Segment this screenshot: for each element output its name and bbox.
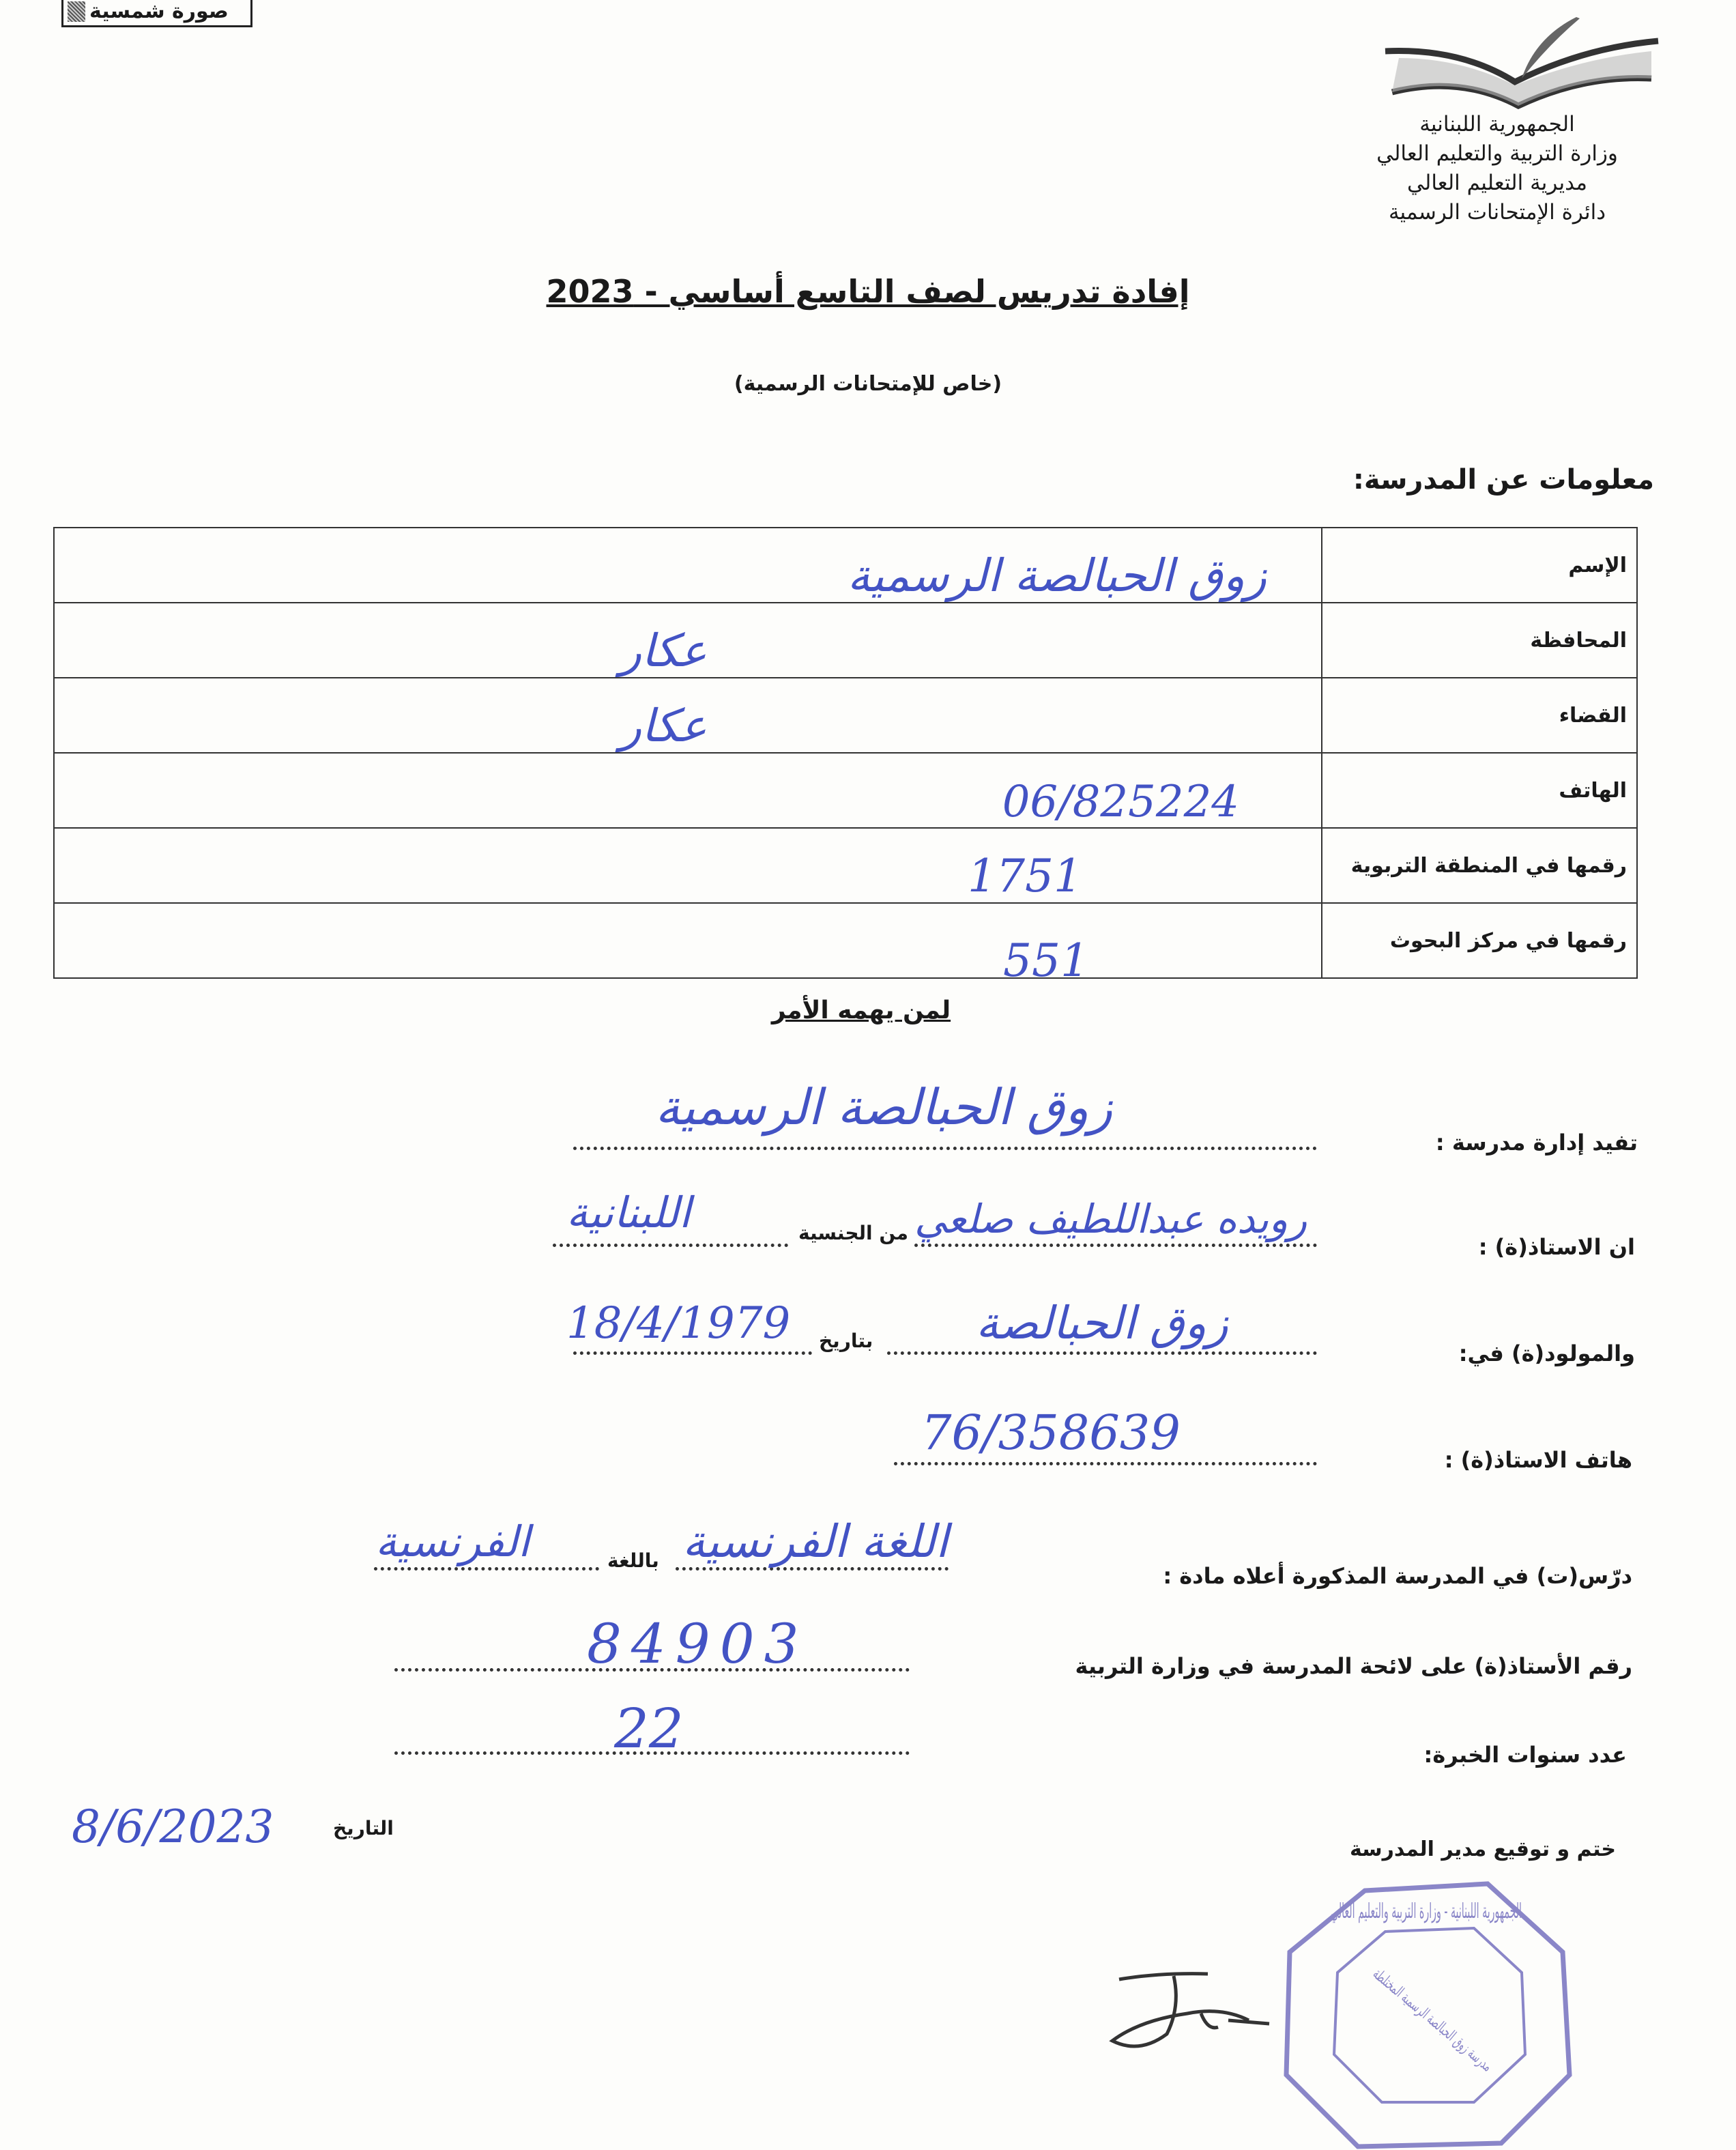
teacher-dotted-line: [914, 1244, 1317, 1247]
experience-value: 22: [614, 1697, 684, 1760]
experience-label: عدد سنوات الخبرة:: [1423, 1742, 1627, 1768]
row-label: الإسم: [1322, 528, 1637, 603]
birthplace-label: والمولود(ة) في:: [1458, 1341, 1635, 1366]
row-label: القضاء: [1322, 678, 1637, 753]
header-directorate: مديرية التعليم العالي: [1407, 171, 1587, 195]
row-label: المحافظة: [1322, 603, 1637, 678]
nationality-label: من الجنسية: [798, 1222, 908, 1244]
table-row: [54, 903, 1637, 978]
governorate-value: عكار: [620, 625, 707, 677]
birthdate-label: بتاريخ: [819, 1330, 873, 1352]
row-label: الهاتف: [1322, 753, 1637, 828]
header-ministry: وزارة التربية والتعليم العالي: [1376, 141, 1618, 166]
table-row: [54, 753, 1637, 828]
photo-placeholder-box: [61, 0, 252, 27]
document-title: إفادة تدريس لصف التاسع أساسي - 2023: [546, 273, 1190, 310]
teacher-name-value: رويده عبداللطيف صلعي: [914, 1196, 1307, 1242]
nationality-dotted-line: [553, 1244, 788, 1247]
to-whom-heading: لمن يهمه الأمر: [771, 997, 951, 1024]
subject-label: درّس(ت) في المدرسة المذكورة أعلاه مادة :: [1163, 1563, 1632, 1589]
birthplace-value: زوق الحبالصة: [976, 1297, 1228, 1349]
language-dotted-line: [374, 1567, 599, 1571]
stamp-outer-text: الجمهورية اللبنانية - وزارة التربية والتعليم العالي: [1331, 1900, 1522, 1923]
regional-number-value: 1751: [968, 850, 1082, 902]
subject-value: اللغة الفرنسية: [682, 1515, 949, 1568]
district-value: عكار: [620, 700, 707, 752]
teacher-phone-label: هاتف الاستاذ(ة) :: [1444, 1447, 1632, 1473]
header-department: دائرة الإمتحانات الرسمية: [1388, 200, 1606, 225]
signature-label: ختم و توقيع مدير المدرسة: [1349, 1837, 1616, 1861]
row-label: رقمها في مركز البحوث: [1322, 903, 1637, 978]
date-label: التاريخ: [333, 1817, 394, 1839]
table-row: [54, 678, 1637, 753]
school-name-value: زوق الحبالصة الرسمية: [847, 549, 1267, 602]
research-center-number-value: 551: [1003, 934, 1089, 987]
teacher-phone-dotted-line: [894, 1462, 1317, 1465]
table-row: [54, 528, 1637, 603]
teacher-label: ان الاستاذ(ة) :: [1478, 1234, 1635, 1260]
language-value: الفرنسية: [375, 1517, 530, 1566]
date-value: 8/6/2023: [72, 1801, 274, 1853]
school-dotted-line: [573, 1147, 1317, 1150]
registry-label: رقم الأستاذ(ة) على لائحة المدرسة في وزارة التربية: [1075, 1653, 1632, 1679]
principal-signature: [1099, 1966, 1283, 2061]
photo-label: صورة شمسية: [89, 0, 229, 23]
row-label: رقمها في المنطقة التربوية: [1322, 828, 1637, 903]
birthdate-value: 18/4/1979: [566, 1298, 791, 1349]
school-info-heading: معلومات عن المدرسة:: [1352, 464, 1654, 496]
photo-corner-icon: [68, 1, 85, 22]
ministry-logo-book-icon: [1378, 10, 1665, 113]
school-phone-value: 06/825224: [1002, 777, 1239, 827]
school-stamp: [1276, 1877, 1576, 2150]
language-label: باللغة: [607, 1549, 659, 1572]
table-row: [54, 828, 1637, 903]
teacher-phone-value: 76/358639: [921, 1405, 1181, 1461]
school-label: تفيد إدارة مدرسة :: [1435, 1130, 1638, 1156]
stamp-inner-text: مدرسة زوق الحبالصة الرسمية المختلطة: [1369, 1965, 1572, 2140]
birthplace-dotted-line: [887, 1351, 1317, 1355]
nationality-value: اللبنانية: [566, 1188, 691, 1237]
registry-value: 84903: [587, 1612, 809, 1676]
document-subtitle: (خاص للإمتحانات الرسمية): [734, 372, 1002, 396]
table-row: [54, 603, 1637, 678]
school-info-table: [53, 527, 1638, 987]
school-value: زوق الحبالصة الرسمية: [655, 1078, 1113, 1136]
header-republic: الجمهورية اللبنانية: [1419, 112, 1575, 137]
birthdate-dotted-line: [573, 1351, 812, 1355]
